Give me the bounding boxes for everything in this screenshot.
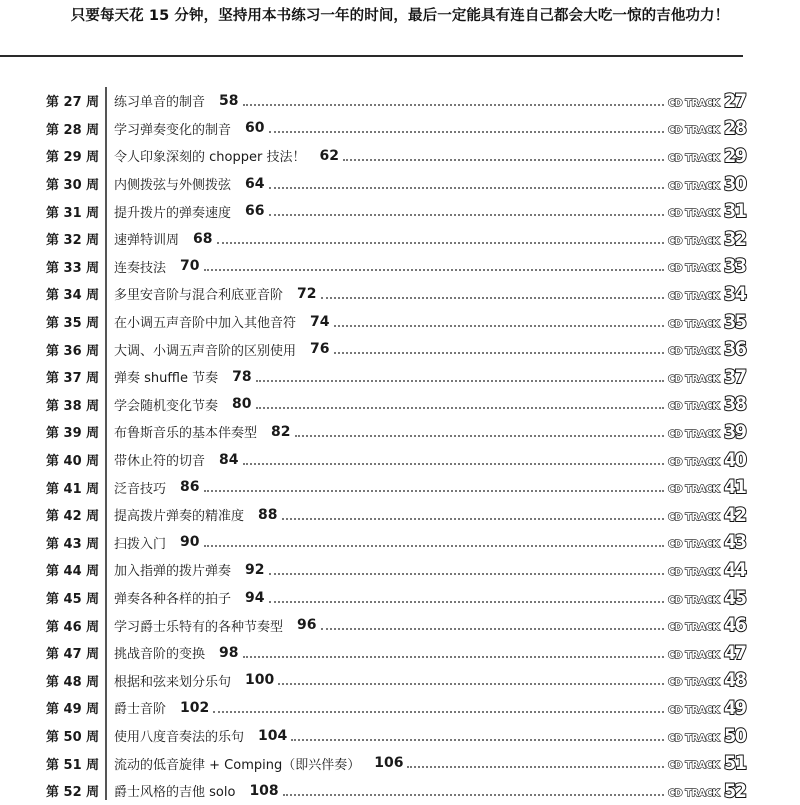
cd-track-number: 43 [724,531,746,554]
cd-track-badge [668,476,748,499]
cd-track-number: 28 [724,117,746,140]
cd-track-label: CD TRACK [668,484,720,496]
cd-track-badge [668,531,748,554]
page-number: 108 [249,782,279,799]
cd-track-number: 34 [724,282,746,305]
entry-title: 在小调五声音阶中加入其他音符 [114,316,297,332]
toc-entry[interactable] [0,529,800,557]
toc-entry[interactable] [0,501,800,529]
cd-track-badge [668,282,748,305]
dot-leader [321,626,665,630]
page-number: 80 [232,396,252,413]
cd-track-badge [668,752,748,775]
entry-content [114,367,664,386]
cd-track-badge [668,227,748,250]
toc-entry[interactable] [0,115,800,143]
cd-track-badge [668,614,748,637]
entry-title: 提升拨片的弹奏速度 [114,205,232,221]
page-number: 60 [245,120,265,137]
page-number: 70 [180,258,200,275]
entry-title: 大调、小调五声音阶的区别使用 [114,343,297,359]
week-label: 第 39 周 [46,426,100,442]
week-label: 第 51 周 [46,757,100,773]
cd-track-number: 50 [724,724,746,747]
entry-content [114,726,664,745]
cd-track-label: CD TRACK [668,346,720,358]
entry-content [114,533,664,552]
cd-track-badge [668,669,748,692]
dot-leader [278,681,664,685]
page-number: 66 [245,203,265,220]
dot-leader [213,709,664,713]
week-label: 第 42 周 [46,509,100,525]
cd-track-number: 44 [724,558,746,581]
cd-track-number: 30 [724,172,746,195]
cd-track-number: 39 [724,420,746,443]
entry-title: 布鲁斯音乐的基本伴奏型 [114,426,258,442]
dot-leader [283,792,664,796]
cd-track-label: CD TRACK [668,263,720,275]
dot-leader [407,764,664,768]
cd-track-number: 32 [724,227,746,250]
cd-track-label: CD TRACK [668,787,720,799]
cd-track-label: CD TRACK [668,290,720,302]
entry-content [114,450,664,469]
cd-track-number: 33 [724,255,746,278]
cd-track-badge [668,779,748,802]
cd-track-badge [668,696,748,719]
week-label: 第 52 周 [46,785,100,801]
entry-title: 带休止符的切音 [114,454,206,470]
dot-leader [343,157,664,161]
dot-leader [334,350,665,354]
page-number: 98 [219,644,239,661]
toc-entry[interactable] [0,253,800,281]
page-number: 96 [297,617,317,634]
dot-leader [295,433,665,437]
dot-leader [269,571,665,575]
week-label: 第 32 周 [46,233,100,249]
cd-track-label: CD TRACK [668,208,720,220]
cd-track-badge [668,89,748,112]
toc-entry[interactable] [0,722,800,750]
entry-content [114,284,664,303]
toc-entry[interactable] [0,639,800,667]
cd-track-number: 45 [724,586,746,609]
entry-content [114,312,664,331]
week-label: 第 49 周 [46,702,100,718]
page-number: 72 [297,285,317,302]
page-number: 82 [271,423,291,440]
cd-track-number: 48 [724,669,746,692]
toc-entry[interactable] [0,556,800,584]
page-tagline: 只要每天花 15 分钟，坚持用本书练习一年的时间，最后一定能具有连自己都会大吃一惊的吉他功力！ [70,8,730,24]
cd-track-badge [668,641,748,664]
toc-entry[interactable] [0,335,800,363]
dot-leader [204,267,665,271]
entry-title: 流动的低音旋律 + Comping（即兴伴奏） [114,757,361,773]
cd-track-number: 42 [724,503,746,526]
entry-title: 加入指弹的拨片弹奏 [114,564,232,580]
entry-title: 令人印象深刻的 chopper 技法！ [114,150,306,166]
page-number: 90 [180,534,200,551]
toc-entry[interactable] [0,170,800,198]
cd-track-label: CD TRACK [668,97,720,109]
entry-title: 连奏技法 [114,260,167,276]
page-number: 104 [258,727,288,744]
week-label: 第 40 周 [46,454,100,470]
cd-track-label: CD TRACK [668,566,720,578]
week-label: 第 44 周 [46,564,100,580]
week-label: 第 33 周 [46,260,100,276]
week-label: 第 45 周 [46,592,100,608]
cd-track-badge [668,724,748,747]
entry-title: 弹奏 shuffle 节奏 [114,371,219,387]
entry-content [114,119,664,138]
toc-entry[interactable] [0,446,800,474]
entry-title: 内侧拨弦与外侧拨弦 [114,178,232,194]
cd-track-number: 38 [724,393,746,416]
toc-entry[interactable] [0,749,800,777]
dot-leader [256,405,665,409]
cd-track-badge [668,365,748,388]
entry-content [114,643,664,662]
page-number: 94 [245,589,265,606]
horizontal-rule [0,55,743,57]
entry-content [114,698,664,717]
dot-leader [282,516,665,520]
toc-entry[interactable] [0,473,800,501]
dot-leader [269,212,665,216]
cd-track-number: 47 [724,641,746,664]
page-number: 92 [245,561,265,578]
cd-track-number: 52 [724,779,746,802]
entry-title: 速弹特训周 [114,233,180,249]
week-label: 第 38 周 [46,398,100,414]
entry-content [114,146,664,165]
week-label: 第 46 周 [46,619,100,635]
cd-track-label: CD TRACK [668,704,720,716]
cd-track-badge [668,558,748,581]
entry-title: 学会随机变化节奏 [114,398,219,414]
entry-content [114,616,664,635]
toc-entry[interactable] [0,611,800,639]
dot-leader [204,488,665,492]
week-label: 第 27 周 [46,95,100,111]
dot-leader [243,102,665,106]
entry-title: 学习爵士乐特有的各种节奏型 [114,619,284,635]
page-number: 100 [245,672,275,689]
page-number: 88 [258,506,278,523]
cd-track-badge [668,338,748,361]
cd-track-label: CD TRACK [668,732,720,744]
page-number: 76 [310,341,330,358]
entry-content [114,422,664,441]
toc-entry[interactable] [0,667,800,695]
entry-title: 挑战音阶的变换 [114,647,206,663]
week-label: 第 28 周 [46,122,100,138]
dot-leader [269,185,665,189]
cd-track-number: 35 [724,310,746,333]
cd-track-badge [668,117,748,140]
entry-title: 扫拨入门 [114,536,167,552]
entry-title: 泛音技巧 [114,481,167,497]
page-number: 84 [219,451,239,468]
cd-track-label: CD TRACK [668,152,720,164]
cd-track-label: CD TRACK [668,428,720,440]
cd-track-label: CD TRACK [668,401,720,413]
page-number: 62 [319,147,339,164]
entry-title: 爵士音阶 [114,702,167,718]
entry-content [114,174,664,193]
dot-leader [256,378,664,382]
week-label: 第 35 周 [46,316,100,332]
week-label: 第 36 周 [46,343,100,359]
cd-track-number: 27 [724,89,746,112]
toc-entry[interactable] [0,280,800,308]
entry-content [114,340,664,359]
cd-track-number: 41 [724,476,746,499]
cd-track-badge [668,200,748,223]
dot-leader [243,654,665,658]
week-label: 第 31 周 [46,205,100,221]
cd-track-label: CD TRACK [668,594,720,606]
week-label: 第 41 周 [46,481,100,497]
cd-track-number: 49 [724,696,746,719]
cd-track-label: CD TRACK [668,318,720,330]
week-label: 第 48 周 [46,674,100,690]
toc-entry[interactable] [0,142,800,170]
cd-track-label: CD TRACK [668,373,720,385]
cd-track-label: CD TRACK [668,180,720,192]
entry-title: 学习弹奏变化的制音 [114,122,232,138]
page-number: 68 [193,230,213,247]
entry-content [114,754,664,773]
cd-track-badge [668,393,748,416]
dot-leader [269,599,665,603]
dot-leader [243,461,665,465]
toc-entry[interactable] [0,308,800,336]
cd-track-label: CD TRACK [668,677,720,689]
cd-track-label: CD TRACK [668,539,720,551]
entry-title: 弹奏各种各样的拍子 [114,592,232,608]
toc-entry[interactable] [0,777,800,805]
dot-leader [334,323,665,327]
entry-content [114,505,664,524]
entry-content [114,202,664,221]
cd-track-badge [668,144,748,167]
toc-entry[interactable] [0,197,800,225]
cd-track-badge [668,172,748,195]
entry-content [114,588,664,607]
entry-title: 练习单音的制音 [114,95,206,111]
entry-content [114,478,664,497]
entry-title: 多里安音阶与混合利底亚音阶 [114,288,284,304]
toc-entry[interactable] [0,584,800,612]
page-number: 102 [180,699,210,716]
week-label: 第 30 周 [46,178,100,194]
week-label: 第 50 周 [46,730,100,746]
cd-track-badge [668,255,748,278]
dot-leader [269,129,665,133]
cd-track-label: CD TRACK [668,235,720,247]
cd-track-number: 51 [724,752,746,775]
cd-track-label: CD TRACK [668,511,720,523]
entry-content [114,257,664,276]
dot-leader [217,240,665,244]
cd-track-badge [668,420,748,443]
entry-content [114,395,664,414]
dot-leader [204,543,665,547]
cd-track-number: 46 [724,614,746,637]
cd-track-label: CD TRACK [668,125,720,137]
week-label: 第 37 周 [46,371,100,387]
page-number: 64 [245,175,265,192]
page-number: 58 [219,92,239,109]
cd-track-number: 29 [724,144,746,167]
toc-entry[interactable] [0,694,800,722]
toc-entry[interactable] [0,418,800,446]
entry-content [114,671,664,690]
cd-track-label: CD TRACK [668,649,720,661]
toc-entry[interactable] [0,225,800,253]
cd-track-label: CD TRACK [668,622,720,634]
entry-title: 根据和弦来划分乐句 [114,674,232,690]
page-number: 86 [180,479,200,496]
entry-content [114,560,664,579]
toc-entry[interactable] [0,87,800,115]
week-label: 第 34 周 [46,288,100,304]
entry-content [114,781,664,800]
page-number: 78 [232,368,252,385]
page-number: 106 [374,755,404,772]
toc-entry[interactable] [0,391,800,419]
week-label: 第 29 周 [46,150,100,166]
cd-track-label: CD TRACK [668,760,720,772]
page-number: 74 [310,313,330,330]
week-label: 第 43 周 [46,536,100,552]
cd-track-number: 37 [724,365,746,388]
cd-track-number: 31 [724,200,746,223]
cd-track-badge [668,310,748,333]
cd-track-label: CD TRACK [668,456,720,468]
entry-title: 使用八度音奏法的乐句 [114,730,245,746]
week-label: 第 47 周 [46,647,100,663]
entry-content [114,91,664,110]
cd-track-number: 40 [724,448,746,471]
toc-entry[interactable] [0,363,800,391]
entry-content [114,229,664,248]
cd-track-number: 36 [724,338,746,361]
cd-track-badge [668,503,748,526]
dot-leader [291,737,664,741]
cd-track-badge [668,586,748,609]
entry-title: 爵士风格的吉他 solo [114,785,236,801]
cd-track-badge [668,448,748,471]
entry-title: 提高拨片弹奏的精准度 [114,509,245,525]
dot-leader [321,295,665,299]
